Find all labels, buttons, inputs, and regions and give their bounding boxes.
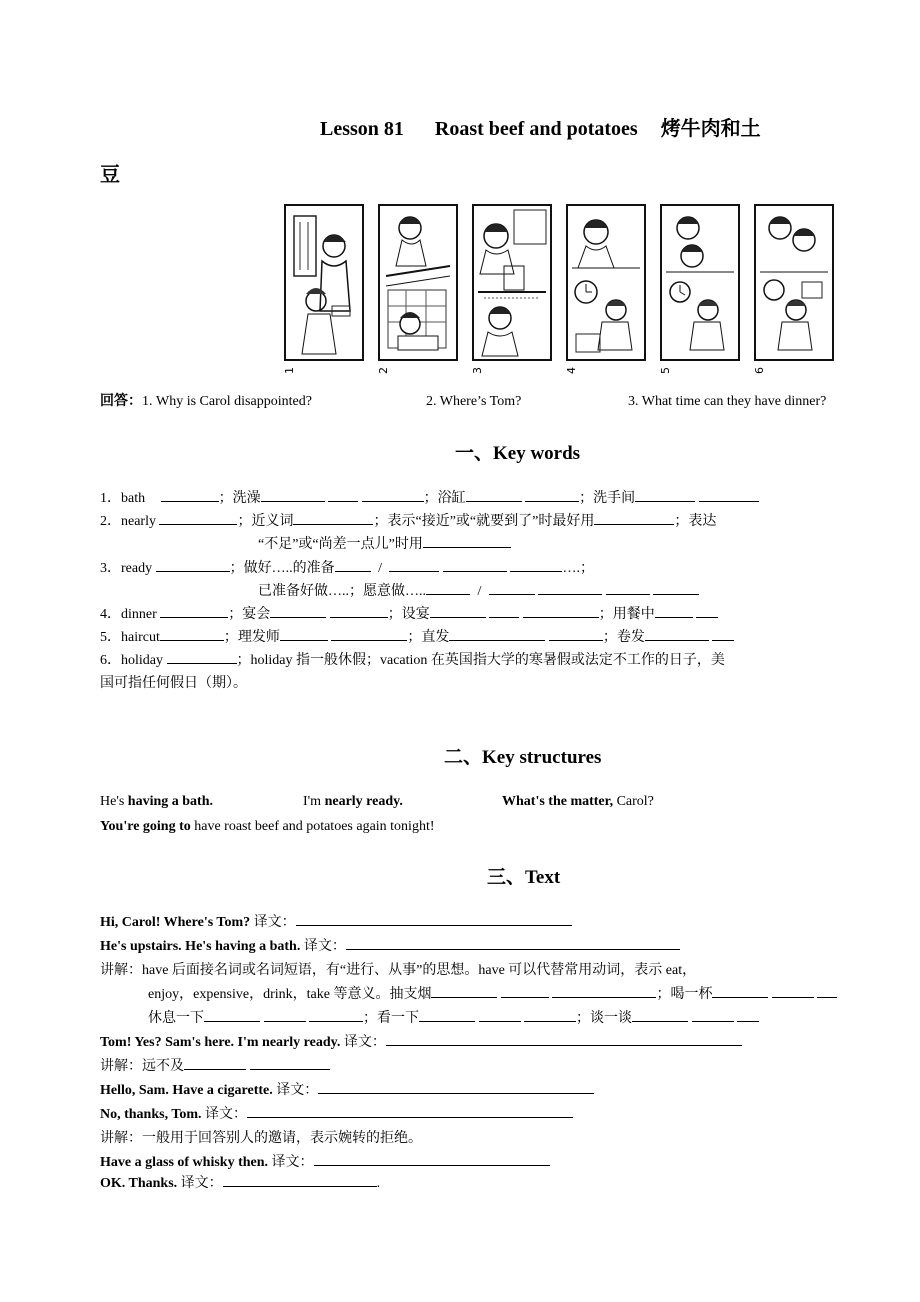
translation-blank[interactable]: [296, 912, 572, 926]
blank[interactable]: [525, 488, 579, 502]
panel-number: 3: [471, 367, 484, 374]
item-text: ；近义词: [237, 514, 294, 529]
structure-bold: You're going to: [100, 819, 191, 834]
blank[interactable]: [293, 511, 373, 525]
blank[interactable]: [309, 1008, 363, 1022]
explain-text: 远不及: [142, 1059, 184, 1074]
blank[interactable]: [184, 1056, 246, 1070]
translation-blank[interactable]: [386, 1032, 742, 1046]
item-text: 已准备好做…..；愿意做…..: [258, 584, 426, 599]
explain-2: [100, 1055, 330, 1078]
blank[interactable]: [328, 488, 358, 502]
item-text: 6．holiday: [100, 653, 163, 668]
explain-3: [100, 1127, 422, 1150]
comic-panel-5: [660, 204, 740, 361]
item-text: ；洗澡: [218, 491, 261, 506]
text-line-4: [100, 1079, 594, 1102]
title-wrap: 豆: [100, 164, 120, 186]
explain-text: have 后面接名词或名词短语，有“进行、从事”的思想。have 可以代替常用动词，表示 eat，: [142, 963, 697, 978]
dialogue-line: Tom! Yes? Sam's here. I'm nearly ready.: [100, 1035, 341, 1050]
blank[interactable]: [443, 558, 507, 572]
explain-text: 休息一下: [148, 1011, 204, 1026]
blank[interactable]: [161, 488, 219, 502]
blank[interactable]: [335, 558, 371, 572]
key-word-item-4: [100, 603, 718, 626]
blank[interactable]: [280, 627, 328, 641]
item-text: “不足”或“尚差一点儿”时用: [258, 537, 423, 552]
blank[interactable]: [250, 1056, 330, 1070]
blank[interactable]: [419, 1008, 475, 1022]
explain-text: ；看一下: [363, 1011, 419, 1026]
item-text: ；卷发: [602, 630, 645, 645]
blank[interactable]: [489, 581, 535, 595]
blank[interactable]: [156, 558, 230, 572]
comic-panel-6: [754, 204, 834, 361]
lesson-title-english: Roast beef and potatoes: [434, 118, 638, 140]
dialogue-line: No, thanks, Tom.: [100, 1107, 202, 1122]
dialogue-line: He's upstairs. He's having a bath.: [100, 939, 301, 954]
explain-1-cont-a: [148, 983, 837, 1006]
page-title: [320, 112, 761, 141]
lesson-title-chinese: 烤牛肉和土: [660, 118, 761, 140]
blank[interactable]: [426, 581, 470, 595]
blank[interactable]: [712, 627, 734, 641]
section-heading-key-structures: 二、Key structures: [444, 747, 602, 768]
item-text: /: [378, 561, 382, 576]
question-2: 2. Where’s Tom?: [426, 394, 522, 409]
panel-number: 5: [659, 367, 672, 374]
blank[interactable]: [712, 984, 768, 998]
text-line-3: [100, 1031, 742, 1054]
structure-text: Carol?: [613, 794, 654, 809]
blank[interactable]: [817, 984, 837, 998]
explain-text: enjoy，expensive，drink，take 等意义。抽支烟: [148, 987, 432, 1002]
blank[interactable]: [549, 627, 603, 641]
comic-panel-4: [566, 204, 646, 361]
explain-1: [100, 959, 696, 982]
structure-bold: What's the matter,: [502, 794, 614, 809]
item-text: ；理发师: [223, 630, 280, 645]
text-line-6: [100, 1151, 550, 1174]
blank[interactable]: [606, 581, 650, 595]
item-text: ；做好…..的准备: [229, 561, 335, 576]
lesson-number: Lesson 81: [320, 118, 404, 140]
key-word-item-6: [100, 649, 725, 672]
question-1: 1. Why is Carol disappointed?: [142, 394, 312, 409]
blank[interactable]: [264, 1008, 306, 1022]
blank[interactable]: [160, 627, 224, 641]
dialogue-line: Hello, Sam. Have a cigarette.: [100, 1083, 273, 1098]
translate-label: 译文：: [271, 1155, 314, 1170]
item-text: 3．ready: [100, 561, 153, 576]
comic-panel-2: [378, 204, 458, 361]
blank[interactable]: [524, 1008, 576, 1022]
blank[interactable]: [645, 627, 709, 641]
blank[interactable]: [635, 488, 695, 502]
blank[interactable]: [538, 581, 602, 595]
item-text: 2．nearly: [100, 514, 156, 529]
text-line-1: [100, 911, 572, 934]
blank[interactable]: [167, 650, 237, 664]
item-text: ；表示“接近”或“就要到了”时最好用: [373, 514, 595, 529]
explain-1-cont-b: [148, 1007, 759, 1030]
blank[interactable]: [501, 984, 549, 998]
blank[interactable]: [389, 558, 439, 572]
text-line-7: [100, 1172, 380, 1195]
key-word-item-5: [100, 626, 734, 649]
blank[interactable]: [510, 558, 562, 572]
structure-bold: having a bath.: [127, 794, 213, 809]
item-text: ；直发: [407, 630, 450, 645]
key-word-item-2-cont: [258, 533, 511, 556]
structure-bold: nearly ready.: [324, 794, 403, 809]
panel-number: 6: [753, 367, 766, 374]
blank[interactable]: [160, 604, 228, 618]
translation-blank[interactable]: [247, 1104, 573, 1118]
dialogue-line: Have a glass of whisky then.: [100, 1155, 269, 1170]
question-3: 3. What time can they have dinner?: [628, 394, 827, 409]
explain-label: 讲解：: [100, 1131, 142, 1146]
key-word-item-2: [100, 510, 716, 533]
text-line-2: [100, 935, 680, 958]
questions-row: [100, 390, 312, 413]
translate-label: 译文：: [205, 1107, 248, 1122]
translate-label: 译文：: [253, 915, 296, 930]
blank[interactable]: [270, 604, 326, 618]
structure-text: I'm: [303, 794, 325, 809]
translation-blank[interactable]: [314, 1152, 550, 1166]
panel-number: 2: [377, 367, 390, 374]
blank[interactable]: [159, 511, 237, 525]
explain-label: 讲解：: [100, 1059, 142, 1074]
blank[interactable]: [331, 627, 407, 641]
item-text: ；表达: [674, 514, 717, 529]
explain-text: ；谈一谈: [576, 1011, 632, 1026]
blank[interactable]: [330, 604, 388, 618]
blank[interactable]: [692, 1008, 734, 1022]
key-word-item-3: [100, 557, 594, 580]
key-word-item-6-cont: 国可指任何假日（期）。: [100, 676, 247, 691]
blank[interactable]: [431, 984, 497, 998]
item-text: 5．haircut: [100, 630, 160, 645]
structure-text: He's: [100, 794, 128, 809]
dialogue-line: OK. Thanks.: [100, 1176, 178, 1191]
blank[interactable]: [655, 604, 693, 618]
translate-label: 译文：: [276, 1083, 319, 1098]
blank[interactable]: [552, 984, 656, 998]
blank[interactable]: [737, 1008, 759, 1022]
text-line-5: [100, 1103, 573, 1126]
blank[interactable]: [261, 488, 325, 502]
comic-strip: [284, 204, 836, 380]
translate-label: 译文：: [303, 939, 346, 954]
structure-1: [100, 790, 213, 813]
translate-label: 译文：: [343, 1035, 386, 1050]
blank[interactable]: [479, 1008, 521, 1022]
blank[interactable]: [466, 488, 522, 502]
section-heading-text: 三、Text: [487, 867, 561, 888]
item-text: ；浴缸: [423, 491, 466, 506]
blank[interactable]: [523, 604, 599, 618]
blank[interactable]: [653, 581, 699, 595]
blank[interactable]: [696, 604, 718, 618]
item-text: ；holiday 指一般休假；vacation 在英国指大学的寒暑假或法定不工作的日子，美: [236, 653, 725, 668]
structure-2: [303, 790, 403, 813]
structure-3: [502, 790, 654, 813]
blank[interactable]: [423, 534, 511, 548]
item-text: ；洗手间: [579, 491, 636, 506]
panel-number: 4: [565, 367, 578, 374]
item-text: ；宴会: [228, 607, 271, 622]
structure-text: have roast beef and potatoes again tonight!: [190, 819, 435, 834]
dialogue-line: Hi, Carol! Where's Tom?: [100, 915, 251, 930]
blank[interactable]: [362, 488, 424, 502]
explain-text: 一般用于回答别人的邀请，表示婉转的拒绝。: [142, 1131, 422, 1146]
comic-panel-3: [472, 204, 552, 361]
comic-panel-1: [284, 204, 364, 361]
explain-text: ；喝一杯: [656, 987, 713, 1002]
item-text: /: [477, 584, 482, 599]
blank[interactable]: [204, 1008, 260, 1022]
end-dot: .: [376, 1176, 381, 1191]
item-text: 1．bath: [100, 491, 146, 506]
blank[interactable]: [632, 1008, 688, 1022]
item-text: ；设宴: [387, 607, 430, 622]
translation-blank[interactable]: [318, 1080, 594, 1094]
key-word-item-1: [100, 487, 759, 510]
item-text: 4．dinner: [100, 607, 157, 622]
structure-4: [100, 815, 435, 838]
translation-blank[interactable]: [346, 936, 680, 950]
translate-label: 译文：: [180, 1176, 223, 1191]
translation-blank[interactable]: [223, 1173, 377, 1187]
blank[interactable]: [489, 604, 519, 618]
blank[interactable]: [594, 511, 674, 525]
panel-number: 1: [283, 367, 296, 374]
questions-label: 回答：: [100, 394, 142, 409]
blank[interactable]: [699, 488, 759, 502]
item-text: ；用餐中: [598, 607, 655, 622]
explain-label: 讲解：: [100, 963, 142, 978]
item-text: ….；: [562, 561, 594, 576]
blank[interactable]: [449, 627, 545, 641]
blank[interactable]: [772, 984, 814, 998]
blank[interactable]: [430, 604, 486, 618]
section-heading-key-words: 一、Key words: [455, 443, 581, 464]
key-word-item-3-cont: [258, 580, 699, 603]
